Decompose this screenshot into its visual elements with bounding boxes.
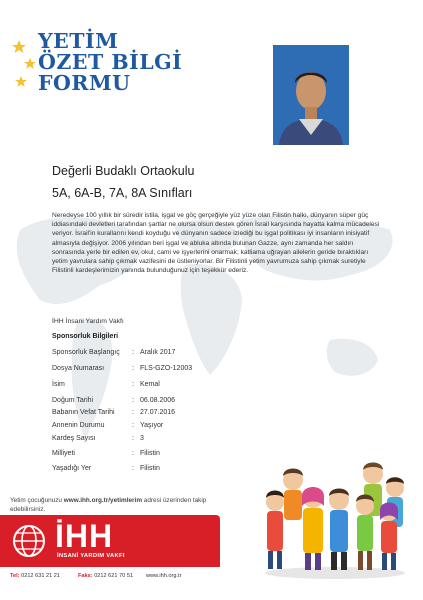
tracking-link[interactable]: www.ihh.org.tr/yetimlerim: [63, 497, 143, 504]
info-label: İsim: [52, 381, 65, 388]
ihh-logo: İHH: [55, 518, 114, 554]
info-label: Kardeş Sayısı: [52, 435, 96, 442]
letter-body: Neredeyse 100 yıllık bir süredir istila, işgal ve göç gerçeğiyle yüz yüze olan Filistin halkı, dünyanın süper güç iddiasındaki devletleri tarafından şartlar ne olursa olsun destek gören İsrail karşısında hayatta kalma mücadelesi veriyor. İsrail'in kurallarını kendi koyduğu ve dünyanın sadece izlediği bu işgal politikası iyi insanların inisiyatif almasıyla değişiyor. 2006 yılından beri işgal ve abluka altında bulunan Gazze, aynı zamanda her saldırı sonrasında yerle bir edilen ev, okul, cami ve işyerlerini onarmak; katliama uğrayan ailelerin geride bıraktıkları yetim yavrulara sahip çıkmak vazifesini de üstleniyorlar. Bir Filistinli yetim yavrumuza sahip çıkmak suretiyle Filistinli kardeşlerimizin yanında bulunduğunuz için teşekkür ederiz.: [52, 212, 380, 275]
sponsorship-section-title: Sponsorluk Bilgileri: [52, 333, 119, 340]
info-value: Yaşıyor: [140, 422, 164, 429]
ihh-logo-subtitle: İNSANİ YARDIM VAKFI: [57, 553, 125, 559]
children-illustration: [255, 440, 415, 580]
letter-signature: İHH İnsani Yardım Vakfı: [52, 318, 124, 325]
title-line-1: YETİM: [38, 29, 119, 53]
info-value: Kemal: [140, 381, 160, 388]
info-value: Filistin: [140, 465, 160, 472]
fax-contact: Faks: 0212 621 70 51: [78, 573, 134, 579]
info-label: Milliyeti: [52, 450, 75, 457]
star-icon: [15, 76, 27, 87]
info-value: Aralık 2017: [140, 349, 176, 356]
globe-icon: [12, 524, 46, 558]
form-title: [38, 31, 182, 94]
website-link[interactable]: www.ihh.org.tr: [146, 573, 182, 579]
info-label: Doğum Tarihi: [52, 397, 94, 404]
title-line-2: ÖZET BİLGİ: [38, 50, 183, 74]
title-line-3: FORMU: [38, 71, 131, 95]
stars-decoration: [10, 38, 40, 98]
info-value: 3: [140, 435, 144, 442]
tracking-note: Yetim çocuğunuzu www.ihh.org.tr/yetimlerim adresi üzerinden takip edebilirsiniz.: [10, 497, 207, 513]
info-value: 06.08.2006: [140, 397, 176, 404]
info-label: Annenin Durumu: [52, 422, 105, 429]
info-value: FLS-GZO-12003: [140, 365, 193, 372]
phone-contact: Tel: 0212 631 21 21: [10, 573, 60, 579]
star-icon: [12, 40, 26, 53]
star-icon: [24, 58, 36, 69]
info-value: 27.07.2016: [140, 409, 176, 416]
info-label: Dosya Numarası: [52, 365, 105, 372]
info-value: Filistin: [140, 450, 160, 457]
school-classes: 5A, 6A-B, 7A, 8A Sınıfları: [52, 186, 193, 200]
info-label: Yaşadığı Yer: [52, 465, 92, 472]
info-label: Sponsorluk Başlangıç: [52, 349, 120, 356]
school-name: Değerli Budaklı Ortaokulu: [52, 164, 195, 178]
orphan-photo: [273, 45, 349, 145]
info-label: Babanın Vefat Tarihi: [52, 409, 115, 416]
